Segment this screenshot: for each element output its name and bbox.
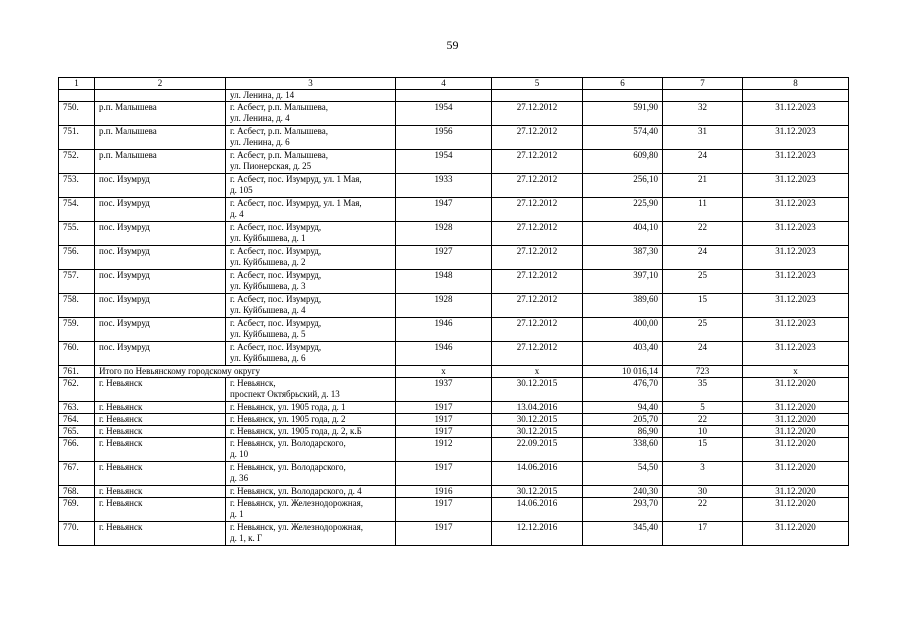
address-line: г. Асбест, пос. Изумруд, (230, 342, 322, 352)
address-line: ул. Куйбышева, д. 3 (230, 281, 306, 291)
cell-area: 225,90 (583, 198, 663, 222)
cell-date: 13.04.2016 (492, 402, 583, 414)
cell-count: 24 (663, 150, 743, 174)
address-line: ул. Пионерская, д. 25 (230, 161, 312, 171)
cell-number: 750. (59, 102, 95, 126)
cell-area: 404,10 (583, 222, 663, 246)
cell-count: 24 (663, 246, 743, 270)
cell-year: 1947 (396, 198, 492, 222)
address-line: г. Асбест, пос. Изумруд, (230, 246, 322, 256)
cell-address (226, 402, 396, 414)
address-line: г. Асбест, пос. Изумруд, (230, 270, 322, 280)
cell-number: 764. (59, 414, 95, 426)
cell-address (226, 150, 396, 174)
cell-address (226, 174, 396, 198)
cell-date: 27.12.2012 (492, 102, 583, 126)
address-line: г. Невьянск, ул. 1905 года, д. 2, к.Б (230, 426, 362, 436)
cell-settlement: пос. Изумруд (95, 246, 226, 270)
cell-date: 27.12.2012 (492, 222, 583, 246)
table-row (59, 270, 849, 294)
cell-count: 723 (663, 366, 743, 378)
cell-deadline: 31.12.2020 (743, 522, 849, 546)
table-row (59, 318, 849, 342)
cell-number: 770. (59, 522, 95, 546)
cell-count: 31 (663, 126, 743, 150)
cell-address (226, 294, 396, 318)
cell-settlement: пос. Изумруд (95, 222, 226, 246)
cell-number: 767. (59, 462, 95, 486)
total-label: Итого по Невьянскому городскому округу (95, 366, 396, 378)
cell-number: 751. (59, 126, 95, 150)
cell-address (226, 246, 396, 270)
header-cell-4: 4 (396, 78, 492, 90)
cell-number: 755. (59, 222, 95, 246)
cell-deadline: 31.12.2023 (743, 222, 849, 246)
address-line: ул. Куйбышева, д. 1 (230, 233, 306, 243)
cell-count: 25 (663, 270, 743, 294)
cell-date: 27.12.2012 (492, 246, 583, 270)
cell-area: 609,80 (583, 150, 663, 174)
cell-area: 338,60 (583, 438, 663, 462)
cell-date: 27.12.2012 (492, 198, 583, 222)
address-line: проспект Октябрьский, д. 13 (230, 389, 340, 399)
total-row (59, 366, 849, 378)
cell-address (226, 198, 396, 222)
table-row (59, 498, 849, 522)
cell-area: 403,40 (583, 342, 663, 366)
cell-address (226, 126, 396, 150)
table-row (59, 198, 849, 222)
cell-address (226, 498, 396, 522)
cell-deadline: 31.12.2020 (743, 414, 849, 426)
cell-count: 32 (663, 102, 743, 126)
table-row (59, 150, 849, 174)
cell-area: 400,00 (583, 318, 663, 342)
address-line: д. 36 (230, 473, 249, 483)
cell-count: 30 (663, 486, 743, 498)
cell-year: 1917 (396, 462, 492, 486)
cell-area: 10 016,14 (583, 366, 663, 378)
cell-deadline: 31.12.2023 (743, 294, 849, 318)
cell-number: 765. (59, 426, 95, 438)
cell-address (226, 414, 396, 426)
cell-year: 1917 (396, 498, 492, 522)
page-number: 59 (446, 38, 459, 52)
address-line: ул. Ленина, д. 4 (230, 113, 290, 123)
address-line: ул. Куйбышева, д. 4 (230, 305, 306, 315)
cell-area: 389,60 (583, 294, 663, 318)
address-line: г. Невьянск, ул. 1905 года, д. 2 (230, 414, 346, 424)
table-row (59, 402, 849, 414)
address-line: д. 4 (230, 209, 244, 219)
cell-number: 762. (59, 378, 95, 402)
cell-settlement: г. Невьянск (95, 522, 226, 546)
address-line: д. 10 (230, 449, 249, 459)
cell-deadline: 31.12.2023 (743, 150, 849, 174)
cell-year: 1927 (396, 246, 492, 270)
cell-settlement: пос. Изумруд (95, 174, 226, 198)
cell-settlement: пос. Изумруд (95, 198, 226, 222)
cell-date: 27.12.2012 (492, 126, 583, 150)
cell-number: 752. (59, 150, 95, 174)
cell-number (59, 90, 95, 102)
header-cell-3: 3 (226, 78, 396, 90)
table-row (59, 294, 849, 318)
address-line: г. Невьянск, ул. 1905 года, д. 1 (230, 402, 346, 412)
cell-number: 754. (59, 198, 95, 222)
cell-deadline: 31.12.2020 (743, 486, 849, 498)
cell-count: 15 (663, 438, 743, 462)
header-cell-8: 8 (743, 78, 849, 90)
cell-number: 759. (59, 318, 95, 342)
address-line: г. Невьянск, ул. Володарского, (230, 462, 346, 472)
cell-count: 22 (663, 222, 743, 246)
cell-date: 27.12.2012 (492, 150, 583, 174)
table-row (59, 174, 849, 198)
address-line: ул. Куйбышева, д. 5 (230, 329, 306, 339)
cell-settlement: р.п. Малышева (95, 150, 226, 174)
cell-area: 476,70 (583, 378, 663, 402)
cell-area: 397,10 (583, 270, 663, 294)
cell-year: 1956 (396, 126, 492, 150)
cell-settlement: г. Невьянск (95, 426, 226, 438)
cell-year: 1946 (396, 318, 492, 342)
address-line: г. Асбест, р.п. Малышева, (230, 126, 328, 136)
address-line: г. Асбест, р.п. Малышева, (230, 102, 328, 112)
cell-address (226, 438, 396, 462)
cell-number: 756. (59, 246, 95, 270)
cell-address (226, 462, 396, 486)
cell-address (226, 522, 396, 546)
cell-year: 1933 (396, 174, 492, 198)
cell-year: x (396, 366, 492, 378)
cell-deadline: 31.12.2023 (743, 342, 849, 366)
cell-date: 27.12.2012 (492, 174, 583, 198)
cell-area: 205,70 (583, 414, 663, 426)
cell-year: 1954 (396, 150, 492, 174)
cell-address (226, 426, 396, 438)
cell-number: 758. (59, 294, 95, 318)
table-row (59, 378, 849, 402)
header-cell-6: 6 (583, 78, 663, 90)
cell-year (396, 90, 492, 102)
cell-address (226, 222, 396, 246)
cell-settlement: г. Невьянск (95, 378, 226, 402)
cell-area: 240,30 (583, 486, 663, 498)
cell-address: ул. Ленина, д. 14 (226, 90, 396, 102)
cell-year: 1912 (396, 438, 492, 462)
cell-number: 769. (59, 498, 95, 522)
address-line: ул. Куйбышева, д. 2 (230, 257, 306, 267)
continuation-row (59, 90, 849, 102)
header-cell-2: 2 (95, 78, 226, 90)
cell-date: 12.12.2016 (492, 522, 583, 546)
table-row (59, 342, 849, 366)
cell-deadline: 31.12.2020 (743, 378, 849, 402)
header-row (59, 78, 849, 90)
cell-settlement: пос. Изумруд (95, 342, 226, 366)
address-line: г. Асбест, пос. Изумруд, ул. 1 Мая, (230, 174, 362, 184)
cell-count: 11 (663, 198, 743, 222)
cell-settlement: пос. Изумруд (95, 270, 226, 294)
cell-settlement: г. Невьянск (95, 438, 226, 462)
cell-number: 760. (59, 342, 95, 366)
cell-date: 22.09.2015 (492, 438, 583, 462)
table-row (59, 126, 849, 150)
address-line: г. Асбест, пос. Изумруд, (230, 222, 322, 232)
address-line: ул. Ленина, д. 6 (230, 137, 290, 147)
cell-settlement: г. Невьянск (95, 462, 226, 486)
table-row (59, 438, 849, 462)
cell-deadline: 31.12.2020 (743, 402, 849, 414)
cell-count: 22 (663, 414, 743, 426)
address-line: г. Невьянск, (230, 378, 276, 388)
cell-number: 757. (59, 270, 95, 294)
cell-count: 10 (663, 426, 743, 438)
cell-settlement: р.п. Малышева (95, 102, 226, 126)
cell-deadline: 31.12.2020 (743, 426, 849, 438)
cell-date: 30.12.2015 (492, 414, 583, 426)
cell-address (226, 318, 396, 342)
cell-date: 27.12.2012 (492, 294, 583, 318)
cell-deadline: 31.12.2023 (743, 198, 849, 222)
address-line: д. 105 (230, 185, 253, 195)
address-line: г. Асбест, пос. Изумруд, (230, 294, 322, 304)
address-line: г. Невьянск, ул. Володарского, д. 4 (230, 486, 362, 496)
cell-date (492, 90, 583, 102)
cell-date: 27.12.2012 (492, 342, 583, 366)
cell-area: 86,90 (583, 426, 663, 438)
cell-date: 27.12.2012 (492, 318, 583, 342)
cell-count: 21 (663, 174, 743, 198)
cell-deadline: 31.12.2023 (743, 126, 849, 150)
cell-number: 768. (59, 486, 95, 498)
cell-number: 761. (59, 366, 95, 378)
cell-deadline: 31.12.2023 (743, 270, 849, 294)
cell-settlement: г. Невьянск (95, 402, 226, 414)
header-cell-1: 1 (59, 78, 95, 90)
cell-year: 1916 (396, 486, 492, 498)
cell-year: 1954 (396, 102, 492, 126)
cell-year: 1948 (396, 270, 492, 294)
cell-count: 3 (663, 462, 743, 486)
cell-address (226, 378, 396, 402)
cell-settlement: г. Невьянск (95, 498, 226, 522)
cell-date: 30.12.2015 (492, 486, 583, 498)
cell-area: 345,40 (583, 522, 663, 546)
cell-year: 1937 (396, 378, 492, 402)
cell-date: 27.12.2012 (492, 270, 583, 294)
cell-deadline: x (743, 366, 849, 378)
cell-deadline: 31.12.2023 (743, 318, 849, 342)
cell-date: 30.12.2015 (492, 426, 583, 438)
cell-count: 35 (663, 378, 743, 402)
cell-count: 24 (663, 342, 743, 366)
cell-settlement: р.п. Малышева (95, 126, 226, 150)
cell-year: 1928 (396, 294, 492, 318)
cell-year: 1917 (396, 522, 492, 546)
cell-area: 94,40 (583, 402, 663, 414)
housing-registry-table (58, 77, 849, 546)
cell-settlement (95, 90, 226, 102)
cell-settlement: пос. Изумруд (95, 294, 226, 318)
cell-count: 17 (663, 522, 743, 546)
cell-settlement: пос. Изумруд (95, 318, 226, 342)
cell-deadline: 31.12.2023 (743, 102, 849, 126)
table-row (59, 246, 849, 270)
cell-deadline (743, 90, 849, 102)
cell-deadline: 31.12.2023 (743, 246, 849, 270)
address-line: д. 1 (230, 509, 244, 519)
cell-count: 22 (663, 498, 743, 522)
cell-deadline: 31.12.2023 (743, 174, 849, 198)
cell-date: x (492, 366, 583, 378)
cell-area (583, 90, 663, 102)
cell-year: 1928 (396, 222, 492, 246)
table-row (59, 414, 849, 426)
cell-deadline: 31.12.2020 (743, 498, 849, 522)
cell-number: 763. (59, 402, 95, 414)
address-line: г. Асбест, р.п. Малышева, (230, 150, 328, 160)
cell-year: 1946 (396, 342, 492, 366)
cell-year: 1917 (396, 402, 492, 414)
cell-address (226, 102, 396, 126)
table-row (59, 522, 849, 546)
cell-number: 753. (59, 174, 95, 198)
cell-deadline: 31.12.2020 (743, 462, 849, 486)
cell-address (226, 486, 396, 498)
cell-year: 1917 (396, 414, 492, 426)
header-cell-5: 5 (492, 78, 583, 90)
table-row (59, 462, 849, 486)
address-line: ул. Куйбышева, д. 6 (230, 353, 306, 363)
cell-year: 1917 (396, 426, 492, 438)
cell-date: 14.06.2016 (492, 498, 583, 522)
cell-area: 256,10 (583, 174, 663, 198)
address-line: г. Невьянск, ул. Железнодорожная, (230, 498, 364, 508)
cell-count: 15 (663, 294, 743, 318)
address-line: г. Невьянск, ул. Володарского, (230, 438, 346, 448)
table-row (59, 426, 849, 438)
table-row (59, 222, 849, 246)
cell-deadline: 31.12.2020 (743, 438, 849, 462)
cell-address (226, 270, 396, 294)
cell-settlement: г. Невьянск (95, 486, 226, 498)
cell-date: 30.12.2015 (492, 378, 583, 402)
cell-area: 54,50 (583, 462, 663, 486)
address-line: д. 1, к. Г (230, 533, 263, 543)
table-row (59, 486, 849, 498)
cell-settlement: г. Невьянск (95, 414, 226, 426)
address-line: г. Асбест, пос. Изумруд, (230, 318, 322, 328)
cell-area: 293,70 (583, 498, 663, 522)
cell-address (226, 342, 396, 366)
cell-number: 766. (59, 438, 95, 462)
cell-count: 5 (663, 402, 743, 414)
header-cell-7: 7 (663, 78, 743, 90)
cell-count (663, 90, 743, 102)
cell-area: 387,30 (583, 246, 663, 270)
address-line: г. Невьянск, ул. Железнодорожная, (230, 522, 364, 532)
cell-area: 591,90 (583, 102, 663, 126)
table-row (59, 102, 849, 126)
address-line: г. Асбест, пос. Изумруд, ул. 1 Мая, (230, 198, 362, 208)
cell-date: 14.06.2016 (492, 462, 583, 486)
cell-count: 25 (663, 318, 743, 342)
cell-area: 574,40 (583, 126, 663, 150)
